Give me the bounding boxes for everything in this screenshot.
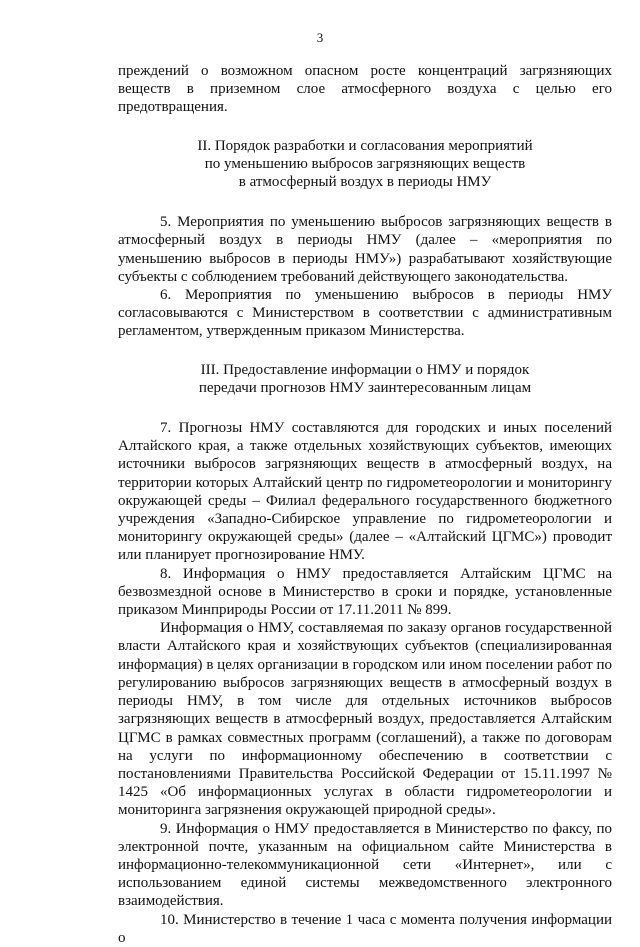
section-3-heading [118,361,612,397]
document-body [118,62,612,947]
section-3-title-line: III. Предоставление информации о НМУ и порядок [200,361,530,378]
paragraph-10: 10. Министерство в течение 1 часа с момента получения информации о [118,911,612,946]
section-2-title-line: по уменьшению выбросов загрязняющих веществ [204,155,526,172]
section-2-heading [118,137,612,192]
paragraph-7: 7. Прогнозы НМУ составляются для городских и иных поселений Алтайского края, а также отдельных хозяйствующих субъектов, имеющих источники выбросов загрязняющих веществ в атмосферный воздух, на территории которых Алтайский центр по гидрометеорологии и мониторингу окружающей среды – Филиал федерального государственного бюджетного учреждения «Западно-Сибирское управление по гидрометеорологии и мониторингу окружающей среды» (далее – «Алтайский ЦГМС») проводит или планирует прогнозирование НМУ. [118,420,612,564]
section-3-title-line: передачи прогнозов НМУ заинтересованным лицам [198,379,532,396]
section-2-title-line: в атмосферный воздух в периоды НМУ [238,174,492,191]
paragraph-8: 8. Информация о НМУ предоставляется Алтайским ЦГМС на безвозмездной основе в Министерство в сроки и порядке, установленные приказом Минприроды России от 17.11.2011 № 899. [118,565,612,619]
intro-paragraph: преждений о возможном опасном росте концентраций загрязняющих веществ в приземном слое атмосферного воздуха с целью его предотвращения. [118,63,612,116]
paragraph-9: 9. Информация о НМУ предоставляется в Министерство по факсу, по электронной почте, указанным на официальном сайте Министерства в информационно-телекоммуникационной сети «Интернет», или с использованием единой системы межведомственного электронного взаимодействия. [118,820,612,910]
paragraph-6: 6. Мероприятия по уменьшению выбросов в периоды НМУ согласовываются с Министерством в соответствии с административным регламентом, утвержденным приказом Министерства. [118,287,612,340]
paragraph-8-continued: Информация о НМУ, составляемая по заказу органов государственной власти Алтайского края и хозяйствующих субъектов (специализированная информация) в целях организации в городском или ином поселении работ по регулированию выбросов загрязняющих веществ в атмосферный воздух в периоды НМУ, в том числе для отдельных источников выбросов загрязняющих веществ в атмосферный воздух, предоставляется Алтайским ЦГМС в рамках совместных программ (соглашений), а также по договорам на услуги по информационному обеспечению в соответствии с постановлениями Правительства Российской Федерации от 15.11.1997 № 1425 «Об информационных услугах в области гидрометеорологии и мониторинга загрязнения окружающей природной среды». [118,620,612,819]
paragraph-5: 5. Мероприятия по уменьшению выбросов загрязняющих веществ в атмосферный воздух в периоды НМУ (далее – «мероприятия по уменьшению выбросов в периоды НМУ») разрабатывают хозяйствующие субъекты с соблюдением требований действующего законодательства. [118,214,612,285]
page-number: 3 [316,30,324,45]
section-2-title-line: II. Порядок разработки и согласования мероприятий [197,137,533,154]
